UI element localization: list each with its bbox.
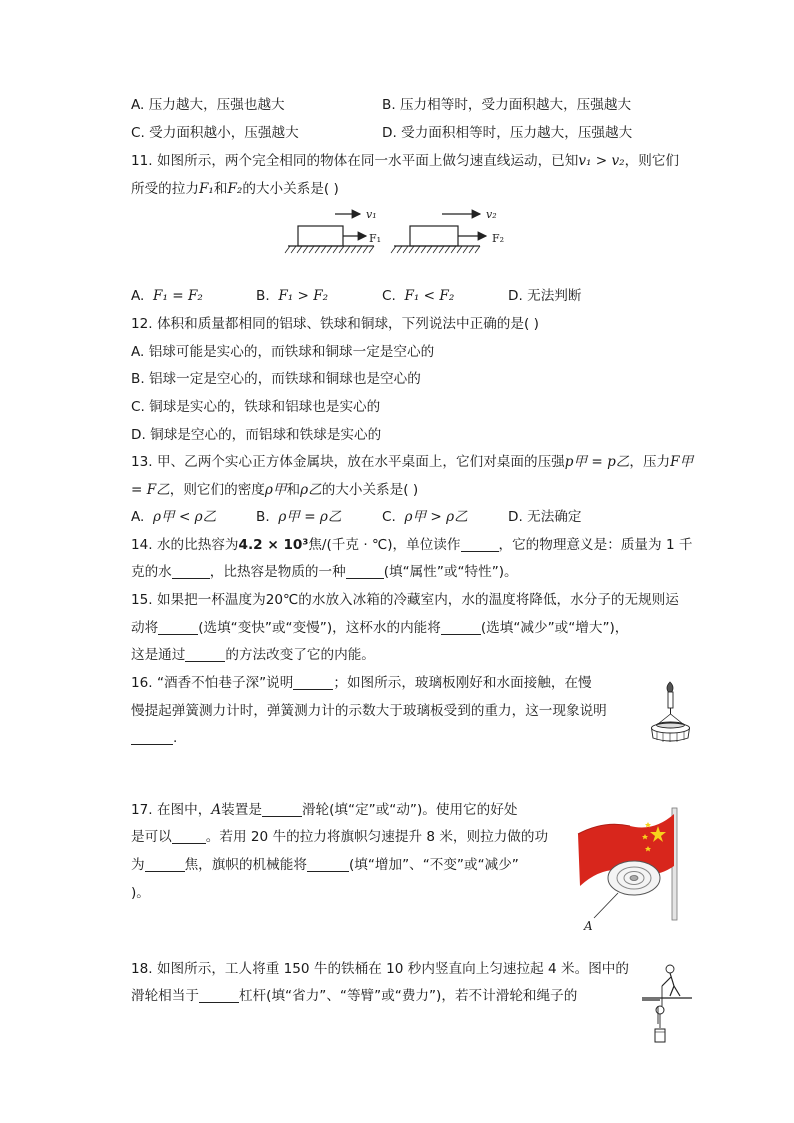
- q11-velocity-condition: v₁ > v₂: [578, 153, 625, 169]
- q17-line3: 为 焦，旗帜的机械能将 (填“增加”、“不变”或“减少”: [131, 857, 519, 873]
- f1-label: F₁: [369, 232, 382, 245]
- q14-blank-2[interactable]: [172, 564, 210, 579]
- q11-figure: [280, 200, 520, 268]
- q11-stem-line2: 所受的拉力F₁和F₂的大小关系是( ): [131, 181, 339, 197]
- q13-option-c: C. ρ甲 > ρ乙: [382, 509, 468, 525]
- q17-blank-3[interactable]: [145, 857, 185, 872]
- q15-blank-2[interactable]: [441, 620, 481, 635]
- q17-line4: )。: [131, 885, 150, 901]
- q17-line1: 17. 在图中，A装置是 滑轮(填“定”或“动”)。使用它的好处: [131, 802, 518, 818]
- q14-line2: 克的水 ，比热容是物质的一种 (填“属性”或“特性”)。: [131, 564, 518, 580]
- flag-star-icon: [645, 822, 651, 828]
- v1-label: v₁: [366, 208, 377, 221]
- q12-option-a: A. 铝球可能是实心的，而铁球和铜球一定是空心的: [131, 344, 435, 360]
- spring-scale: [668, 692, 673, 708]
- bucket: [655, 1029, 665, 1042]
- f2-label: F₂: [492, 232, 505, 245]
- q16-line2: 慢提起弹簧测力计时，弹簧测力计的示数大于玻璃板受到的重力，这一现象说明: [131, 703, 607, 719]
- q17-blank-4[interactable]: [307, 857, 349, 872]
- q16-spring-scale-figure: [648, 680, 698, 748]
- q11-option-b: B. F₁ > F₂: [256, 288, 329, 304]
- left-ground-hatch: [285, 246, 374, 253]
- q17-blank-1[interactable]: [262, 802, 302, 817]
- q17-line2: 是可以 。若用 20 牛的拉力将旗帜匀速提升 8 米，则拉力做的功: [131, 829, 549, 845]
- q16-blank-1[interactable]: [293, 675, 333, 690]
- q11-stem-line1: 11. 如图所示，两个完全相同的物体在同一水平面上做匀速直线运动，已知v₁ > v₂，则它们: [131, 153, 680, 169]
- q12-option-b: B. 铝球一定是空心的，而铁球和铜球也是空心的: [131, 371, 421, 387]
- q13-stem-line2: = F乙，则它们的密度ρ甲和ρ乙的大小关系是( ): [131, 482, 419, 498]
- q10-option-c: C. 受力面积越小，压强越大: [131, 125, 299, 141]
- q12-option-c: C. 铜球是实心的，铁球和铝球也是实心的: [131, 399, 381, 415]
- right-block: [410, 226, 458, 246]
- q18-line1: 18. 如图所示，工人将重 150 牛的铁桶在 10 秒内竖直向上匀速拉起 4 米。图中的: [131, 961, 629, 977]
- worker-head: [666, 965, 674, 973]
- q14-blank-3[interactable]: [346, 564, 384, 579]
- q13-option-b: B. ρ甲 = ρ乙: [256, 509, 342, 525]
- q11-option-a: A. F₁ = F₂: [131, 288, 203, 304]
- q15-blank-1[interactable]: [158, 620, 198, 635]
- q10-option-d: D. 受力面积相等时，压力越大，压强越大: [382, 125, 633, 141]
- q15-line2: 动将 (选填“变快”或“变慢”)，这杯水的内能将 (选填“减少”或“增大”)，: [131, 620, 629, 636]
- left-block: [298, 226, 343, 246]
- q10-option-b: B. 压力相等时，受力面积越大，压强越大: [382, 97, 632, 113]
- q14-blank-1[interactable]: [461, 537, 499, 552]
- q13-stem-line1: 13. 甲、乙两个实心正方体金属块，放在水平桌面上，它们对桌面的压强p甲 = p乙，压力F甲: [131, 454, 694, 470]
- q18-line2: 滑轮相当于 杠杆(填“省力”、“等臂”或“费力”)，若不计滑轮和绳子的: [131, 988, 578, 1004]
- q17-flag-figure: [574, 806, 684, 936]
- q10-option-a: A. 压力越大，压强也越大: [131, 97, 285, 113]
- pulley-icon: [656, 1006, 664, 1014]
- q13-option-a: A. ρ甲 < ρ乙: [131, 509, 217, 525]
- q13-option-d: D. 无法确定: [508, 509, 582, 525]
- q14-line1: 14. 水的比热容为4.2 × 10³焦/(千克 · ℃)，单位读作 ，它的物理意义是：质量为 1 千: [131, 537, 693, 553]
- q17-blank-2[interactable]: [172, 829, 206, 844]
- q12-stem: 12. 体积和质量都相同的铝球、铁球和铜球，下列说法中正确的是( ): [131, 316, 539, 332]
- q16-blank-2[interactable]: [131, 730, 173, 745]
- q11-option-c: C. F₁ < F₂: [382, 288, 455, 304]
- q16-line3: .: [131, 729, 177, 747]
- q12-option-d: D. 铜球是空心的，而铝球和铁球是实心的: [131, 427, 382, 443]
- q18-blank-1[interactable]: [199, 988, 239, 1003]
- v2-label: v₂: [486, 208, 497, 221]
- q18-worker-pulley-figure: [640, 962, 696, 1052]
- q11-option-d: D. 无法判断: [508, 288, 582, 304]
- pulley-label: A: [584, 919, 593, 933]
- q15-blank-3[interactable]: [185, 647, 225, 662]
- right-ground-hatch: [391, 246, 480, 253]
- q16-line1: 16. “酒香不怕巷子深”说明 ；如图所示，玻璃板刚好和水面接触，在慢: [131, 675, 592, 691]
- q15-line3: 这是通过 的方法改变了它的内能。: [131, 647, 375, 663]
- label-leader-line: [594, 893, 618, 918]
- q15-line1: 15. 如果把一杯温度为20℃的水放入冰箱的冷藏室内，水的温度将降低，水分子的无规则运: [131, 592, 679, 608]
